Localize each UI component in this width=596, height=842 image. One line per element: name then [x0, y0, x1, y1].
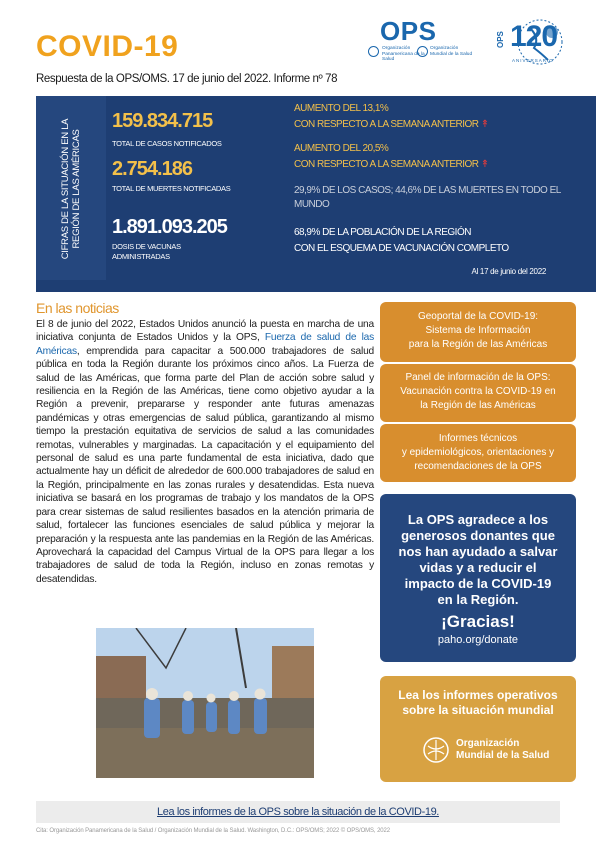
who-name-line-2: Mundial de la Salud	[456, 750, 550, 761]
vaccine-doses-value: 1.891.093.205	[112, 216, 227, 238]
health-workers-photo-image	[96, 628, 314, 778]
world-share-text: 29,9% DE LOS CASOS; 44,6% DE LAS MUERTES EN TODO EL MUNDO	[294, 185, 561, 210]
global-reports-line-2: sobre la situación mundial	[402, 703, 554, 717]
vaccination-dashboard-link-box[interactable]	[380, 364, 576, 422]
total-cases-value: 159.834.715	[112, 110, 213, 132]
dashboard-line-3: la Región de las Américas	[420, 400, 536, 411]
regional-figures-panel	[36, 96, 596, 292]
deaths-increase-row	[294, 158, 489, 172]
news-text-part-1: El 8 de junio del 2022, Estados Unidos anunció la puesta en marcha de una iniciativa conjunta de Estados Unidos y la OPS,	[36, 319, 374, 344]
vaccine-doses-label-1: DOSIS DE VACUNAS	[112, 242, 181, 251]
global-reports-link-box[interactable]	[380, 676, 576, 782]
who-logo	[422, 736, 550, 766]
dashboard-line-1: Panel de información de la OPS:	[405, 372, 551, 383]
who-emblem-icon	[417, 46, 428, 57]
deaths-increase-line-1: AUMENTO DEL 20,5%	[294, 143, 389, 154]
news-article	[36, 318, 374, 586]
paho-emblem-icon	[368, 46, 379, 57]
report-header	[0, 0, 596, 96]
anniversary-logo	[496, 14, 576, 70]
cases-increase-line-2: CON RESPECTO A LA SEMANA ANTERIOR	[294, 119, 479, 130]
ops-logo-word: OPS	[380, 16, 437, 46]
geoportal-line-2: Sistema de Información	[425, 325, 531, 336]
global-reports-line-1: Lea los informes operativos	[398, 688, 558, 702]
gracias-text: ¡Gracias!	[441, 612, 515, 631]
ops-logo-subtitle-paho: Organización Panamericana de la Salud	[382, 46, 425, 63]
vaccine-doses-label-2: ADMINISTRADAS	[112, 252, 170, 261]
reports-line-3: recomendaciones de la OPS	[414, 461, 542, 472]
report-subtitle: Respuesta de la OPS/OMS. 17 de junio del 2022. Informe nº 78	[36, 73, 338, 85]
citation-text: Cita: Organización Panamericana de la Salud / Organización Mundial de la Salud. Washington, D.C.: OPS/OMS; 2022 © OPS/OMS, 2022	[36, 828, 391, 834]
covid-reports-footer-link[interactable]: Lea los informes de la OPS sobre la situación de la COVID-19.	[36, 801, 560, 823]
cases-increase-row	[294, 118, 489, 132]
news-heading: En las noticias	[36, 300, 119, 316]
total-cases-label: TOTAL DE CASOS NOTIFICADOS	[112, 139, 222, 148]
news-text-part-2: , emprendida para capacitar a 500.000 trabajadores de salud pública en toda la Región durante los próximos cinco años. La Fuerza de salud de las Américas, que forma parte del Plan de acción sobre salud y resiliencia en la Región de las Américas, tiene como objetivo ayudar a la Región a prevenir, prepararse y responder ante futuras amenazas pandémicas y otras emergencias de salud pública, garantizando al mismo tiempo la prestación equitativa de servicios de salud a las comunidades remotas, vulnerables y marginadas. La capacitación y el equipamiento del personal de salud es una parte fundamental de esta iniciativa, dado que actualmente hay un déficit de alrededor de 600.000 trabajadores de salud en la Región, principalmente en las zonas rurales y desatendidas. Esta nueva iniciativa se basará en los programas de trabajo y los mandatos de la OPS para crear sistemas de salud resilientes basados en la atención primaria de salud, fortalecer las funciones esenciales de salud pública y mejorar la preparación y la respuesta ante las pandemias en la Región de las Américas. Aprovechará la capacidad del Campus Virtual de la OPS para llegar a los trabajadores de salud de toda la Región, incluso en zonas remotas y desatendidas.	[36, 345, 374, 585]
anniversary-text: ANIVERSARIO	[512, 58, 554, 63]
health-force-link[interactable]: Fuerza de salud de las Américas	[36, 332, 375, 357]
reports-line-2: y epidemiológicos, orientaciones y	[401, 447, 555, 458]
vaccination-coverage-line-1: 68,9% DE LA POBLACIÓN DE LA REGIÓN	[294, 227, 471, 238]
ops-logo	[370, 16, 490, 66]
total-deaths-label: TOTAL DE MUERTES NOTIFICADAS	[112, 184, 231, 193]
technical-reports-link-box[interactable]	[380, 424, 576, 482]
ops-logo-subtitle-who: Organización Mundial de la Salud	[430, 46, 473, 57]
dashboard-line-2: Vacunación contra la COVID-19 en	[400, 386, 556, 397]
deaths-increase-line-2: CON RESPECTO A LA SEMANA ANTERIOR	[294, 159, 479, 170]
increase-arrow-icon: ↟	[480, 119, 489, 130]
page-title: COVID-19	[36, 30, 179, 63]
donate-link[interactable]: paho.org/donate	[437, 634, 519, 646]
regional-figures-sidebar	[36, 96, 106, 280]
who-emblem-icon	[422, 736, 450, 764]
donors-thanks-box	[380, 494, 576, 662]
geoportal-line-1: Geoportal de la COVID-19:	[417, 311, 539, 322]
who-name	[456, 738, 556, 762]
figures-date: Al 17 de junio del 2022	[471, 267, 546, 276]
geoportal-line-3: para la Región de las Américas	[408, 339, 548, 350]
cases-increase-line-1: AUMENTO DEL 13,1%	[294, 103, 389, 114]
health-workers-photo	[96, 628, 314, 778]
vaccination-coverage-line-2: CON EL ESQUEMA DE VACUNACIÓN COMPLETO	[294, 243, 509, 254]
total-deaths-value: 2.754.186	[112, 158, 192, 180]
reports-line-1: Informes técnicos	[438, 433, 518, 444]
donors-thanks-text: La OPS agradece a los generosos donantes que nos han ayudado a salvar vidas y a reducir el impacto de la COVID-19 en la Región.	[398, 512, 558, 607]
anniversary-ops-vertical: OPS	[496, 31, 505, 48]
geoportal-link-box[interactable]	[380, 302, 576, 362]
increase-arrow-icon: ↟	[480, 159, 489, 170]
who-name-line-1: Organización	[456, 738, 520, 749]
anniversary-number: 120	[510, 20, 558, 53]
regional-figures-heading: CIFRAS DE LA SITUACIÓN EN LA REGIÓN DE LAS AMÉRICAS	[60, 118, 82, 260]
